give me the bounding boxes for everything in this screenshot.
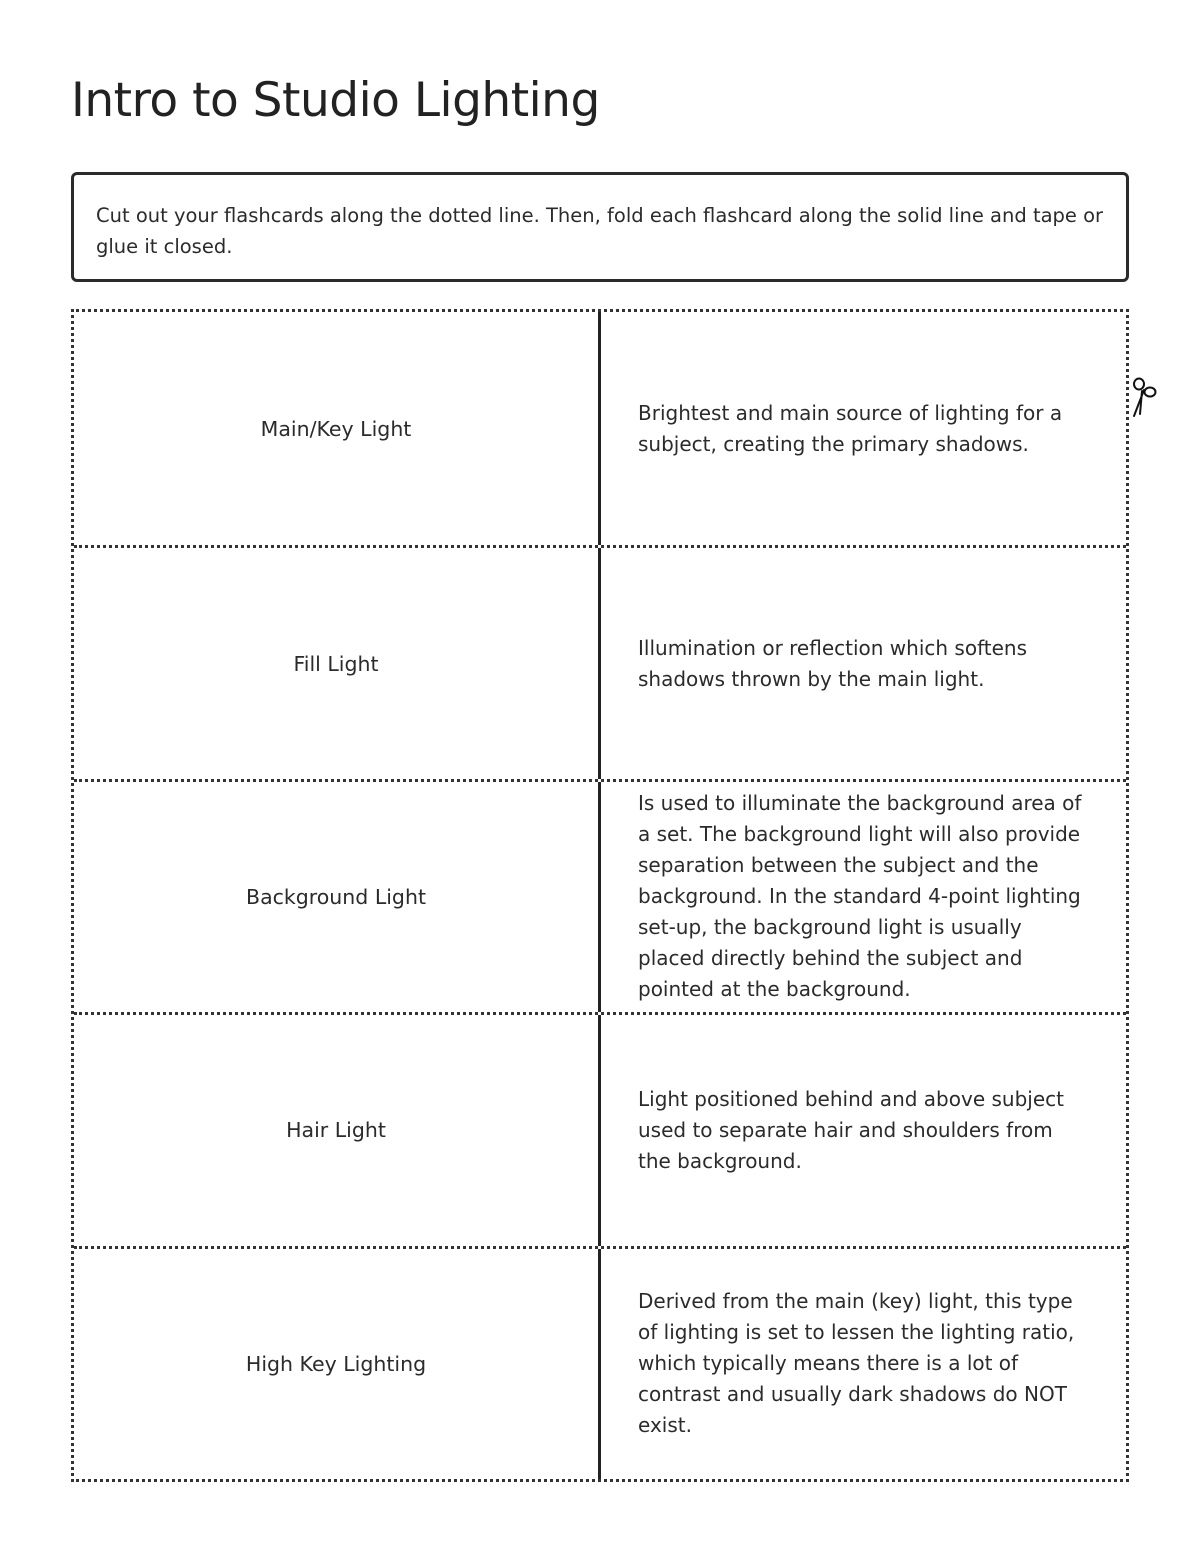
flashcard-term: Background Light bbox=[74, 782, 601, 1012]
flashcard-term: Fill Light bbox=[74, 548, 601, 778]
flashcard-term: Main/Key Light bbox=[74, 312, 601, 545]
flashcard-term: High Key Lighting bbox=[74, 1249, 601, 1479]
flashcard-definition: Light positioned behind and above subject used to separate hair and shoulders from the background. bbox=[638, 1086, 1064, 1173]
flashcard-definition: Illumination or reflection which softens shadows thrown by the main light. bbox=[638, 635, 1028, 691]
instructions-box: Cut out your flashcards along the dotted line. Then, fold each flashcard along the solid line and tape or glue it closed. bbox=[71, 172, 1129, 282]
flashcard-definition: Is used to illuminate the background area of a set. The background light will also provide separation between the subject and the background. In the standard 4-point lighting set-up, the background light is usually placed directly behind the subject and pointed at the background. bbox=[638, 791, 1082, 1002]
flashcard bbox=[74, 779, 1126, 1012]
page-title: Intro to Studio Lighting bbox=[71, 73, 600, 128]
scissors-icon bbox=[1124, 376, 1158, 418]
flashcard-definition: Brightest and main source of lighting for a subject, creating the primary shadows. bbox=[638, 400, 1063, 456]
flashcard-term: Hair Light bbox=[74, 1015, 601, 1245]
flashcard bbox=[74, 545, 1126, 778]
flashcard bbox=[74, 1012, 1126, 1245]
flashcard-definition: Derived from the main (key) light, this type of lighting is set to lessen the lighting ratio, which typically means there is a lot of contrast and usually dark shadows do NOT exist. bbox=[638, 1289, 1075, 1438]
flashcard bbox=[74, 312, 1126, 545]
flashcard bbox=[74, 1246, 1126, 1479]
flashcard-sheet bbox=[71, 309, 1129, 1482]
